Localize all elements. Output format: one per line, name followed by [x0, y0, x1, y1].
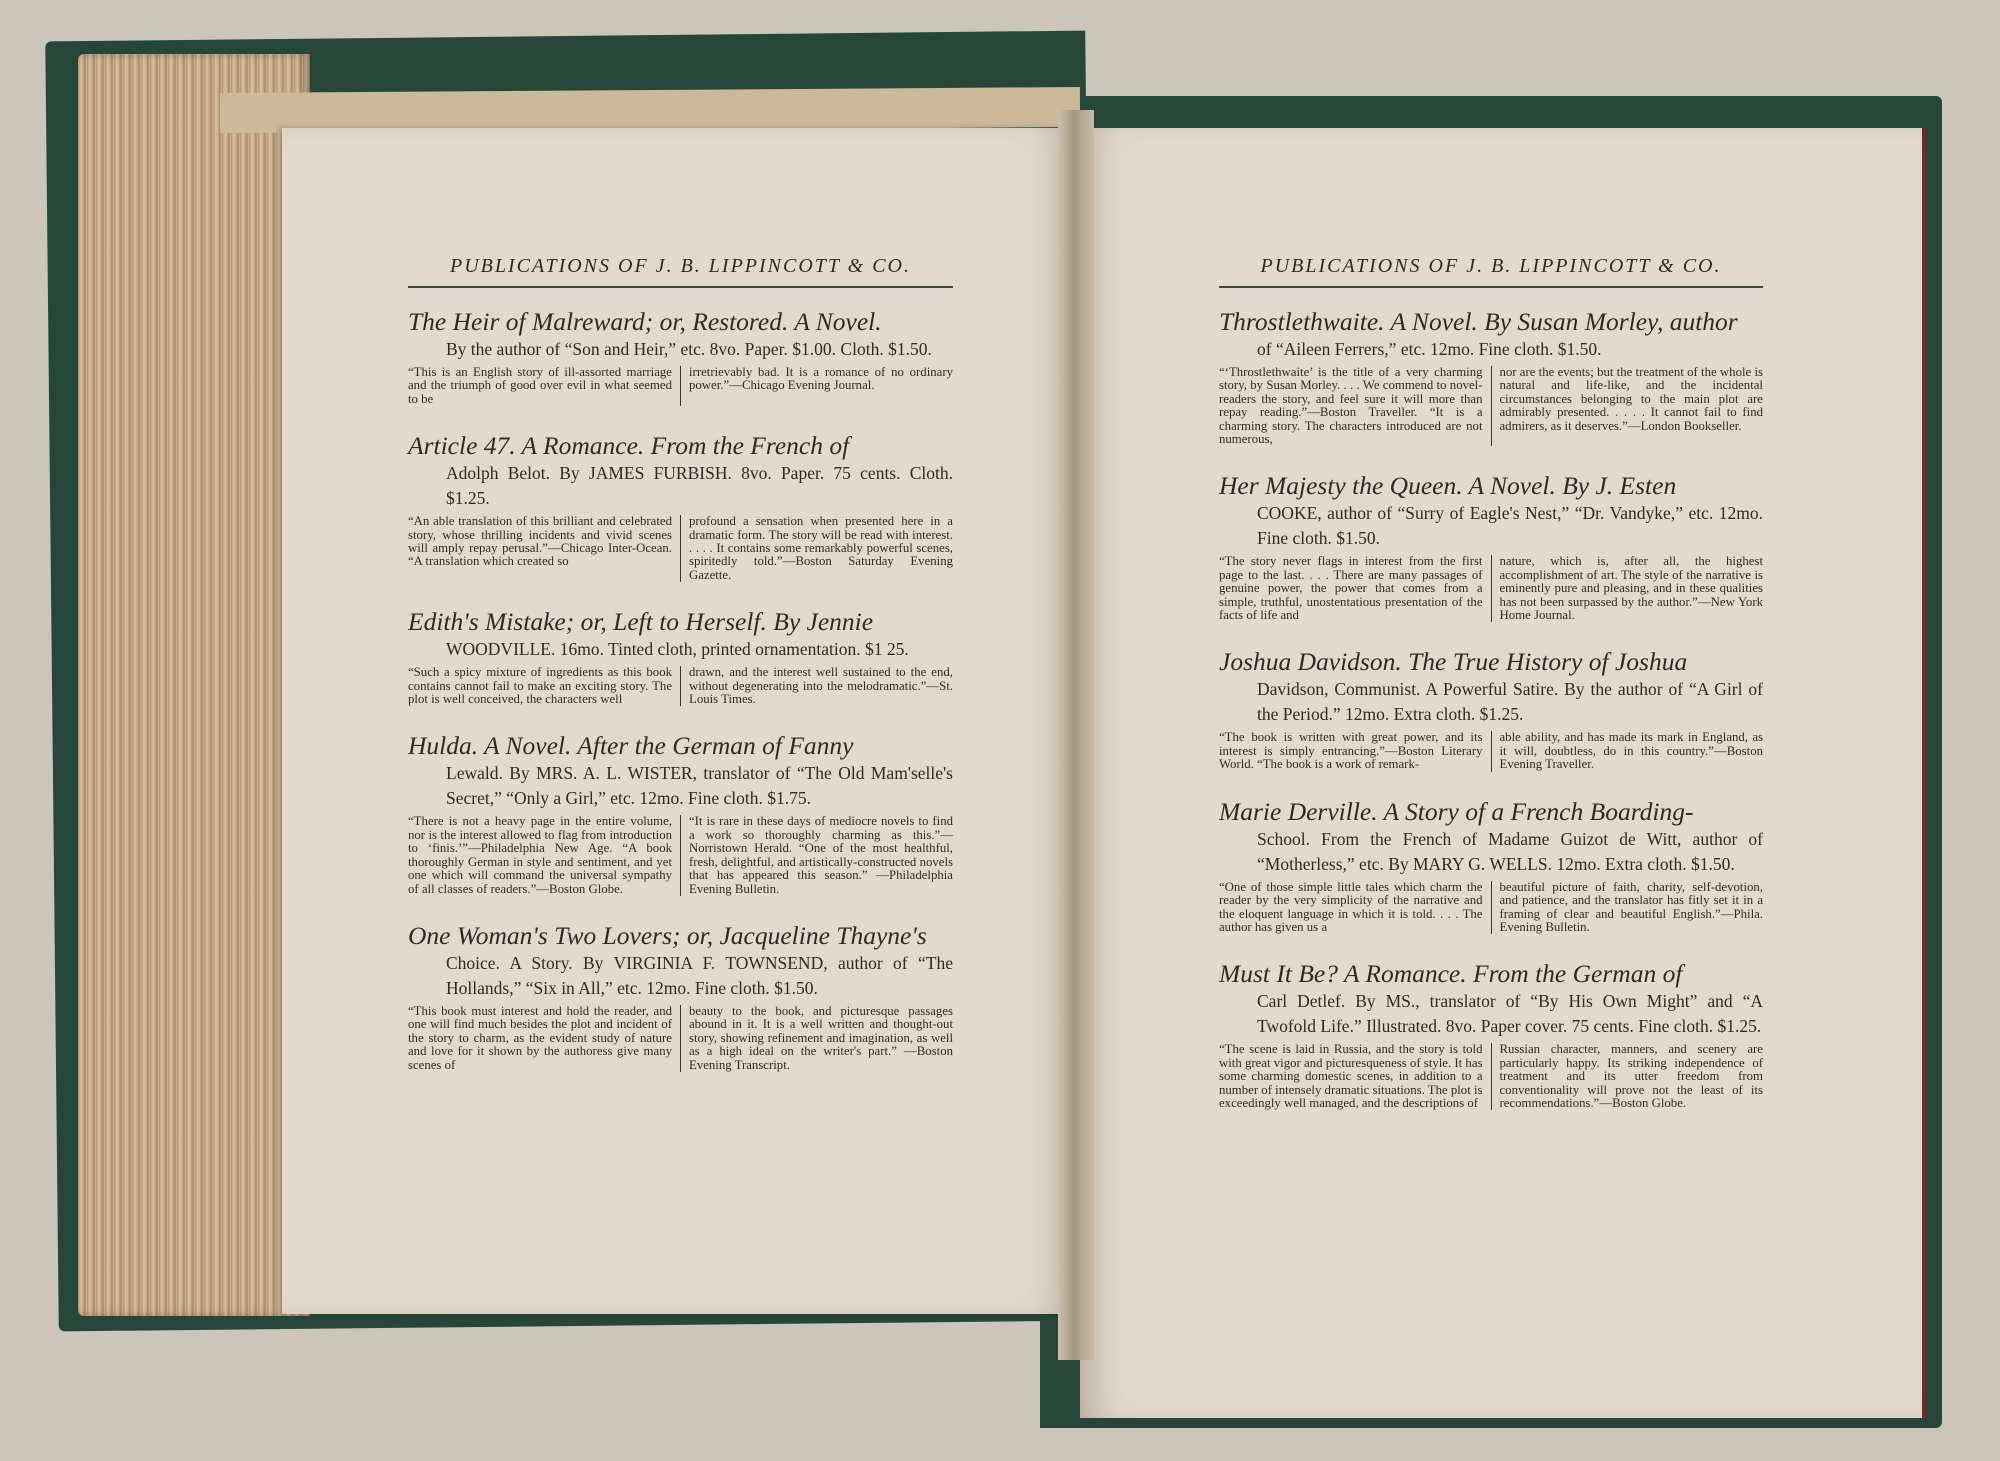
entry-description: Davidson, Communist. A Powerful Satire. By the author of “A Girl of the Period.” 12mo. Extra cloth. $1.25. — [1257, 679, 1763, 725]
entry-description: By the author of “Son and Heir,” etc. 8vo. Paper. $1.00. Cloth. $1.50. — [446, 339, 932, 359]
entry-title: Marie Derville. A Story of a French Boarding- — [1219, 796, 1694, 826]
review-text: “This book must interest and hold the reader, and one will find much besides the plot and incident of the story to charm, as the evident study of nature and love for it shown by the authoress give many scenes of — [408, 1005, 681, 1072]
review-text: irretrievably bad. It is a romance of no ordinary power.”—Chicago Evening Journal. — [689, 365, 953, 393]
entry-title: Her Majesty the Queen. A Novel. By J. Esten — [1219, 471, 1677, 501]
review-text: “This is an English story of ill-assorted marriage and the triumph of good over evil in what seemed to be — [408, 366, 681, 406]
review-text: beauty to the book, and picturesque passages abound in it. It is a well written and thought-out story, showing refinement and imagination, as well as a high ideal on the writer's part.” —Boston Evening Transcript. — [689, 1003, 953, 1072]
review-text: drawn, and the interest well sustained to the end, without degenerating into the melodramatic.”—St. Louis Times. — [689, 665, 953, 707]
entry-reviews — [408, 366, 953, 406]
entry-reviews — [408, 515, 953, 582]
entry-reviews — [1219, 555, 1763, 622]
review-text: “The book is written with great power, and its interest is simply entrancing.”—Boston Literary World. “The book is a work of remark- — [1219, 731, 1492, 771]
review-text: Russian character, manners, and scenery are particularly happy. Its striking independence of treatment and its utter freedom from conventionality will prove not the least of its recommendations.”—Boston Globe. — [1499, 1042, 1763, 1110]
entry-reviews — [408, 666, 953, 706]
book-entry — [408, 920, 953, 1072]
entry-reviews — [1219, 731, 1763, 771]
entry-title: The Heir of Malreward; or, Restored. A Novel. — [408, 307, 882, 336]
review-text: nature, which is, after all, the highest accomplishment of art. The style of the narrative is eminently pure and pleasing, and in these qualities has not been surpassed by the author.”—New York Home Journal. — [1499, 554, 1763, 623]
review-text: profound a sensation when presented here in a dramatic form. The story will be read with interest. . . . . It contains some remarkably powerful scenes, spiritedly told.”—Boston Saturday Evening Gazette. — [689, 514, 953, 582]
entry-description: School. From the French of Madame Guizot de Witt, author of “Motherless,” etc. By MARY G. WELLS. 12mo. Extra cloth. $1.50. — [1257, 828, 1763, 874]
entry-description: WOODVILLE. 16mo. Tinted cloth, printed ornamentation. $1 25. — [446, 639, 909, 660]
book-gutter — [1058, 110, 1094, 1360]
review-text: “Such a spicy mixture of ingredients as this book contains cannot fail to make an exciting story. The plot is well conceived, the characters well — [408, 666, 681, 706]
review-text: “It is rare in these days of mediocre novels to find a work so thoroughly charming as this.”—Norristown Herald. “One of the most healthful, fresh, delightful, and artistically-constructed novels that has appeared this season.” —Philadelphia Evening Bulletin. — [689, 814, 953, 896]
entry-reviews — [1219, 881, 1763, 935]
entry-reviews — [408, 815, 953, 895]
entry-title: One Woman's Two Lovers; or, Jacqueline Thayne's — [408, 920, 927, 950]
review-text: nor are the events; but the treatment of the whole is natural and life-like, and the incidental circumstances belonging to the main plot are admirably presented. . . . . It cannot fail to find admirers, as it deserves.”—London Bookseller. — [1499, 365, 1763, 433]
review-text: “‘Throstlethwaite’ is the title of a very charming story, by Susan Morley. . . . We commend to novel-readers the story, and feel sure it will more than repay reading.”—Boston Traveller. “It is a charming story. The characters introduced are not numerous, — [1219, 366, 1492, 446]
book-entry — [1219, 796, 1763, 935]
book-entry — [1219, 306, 1763, 446]
entry-description: COOKE, author of “Surry of Eagle's Nest,” “Dr. Vandyke,” etc. 12mo. Fine cloth. $1.50. — [1257, 503, 1763, 549]
entry-reviews — [1219, 1043, 1763, 1110]
review-text: “One of those simple little tales which charm the reader by the very simplicity of the narrative and the eloquent language in which it is told. . . . The author has given us a — [1219, 881, 1492, 935]
review-text: beautiful picture of faith, charity, self-devotion, and patience, and the translator has fitly set it in a framing of clear and beautiful English.”—Phila. Evening Bulletin. — [1499, 879, 1763, 934]
book-entry — [1219, 958, 1763, 1110]
entry-reviews — [1219, 366, 1763, 446]
book-entry — [1219, 470, 1763, 622]
entry-title: Hulda. A Novel. After the German of Fanny — [408, 731, 854, 761]
entry-title: Article 47. A Romance. From the French of — [408, 431, 850, 461]
review-text: “There is not a heavy page in the entire volume, nor is the interest allowed to flag from introduction to ‘finis.’”—Philadelphia New Age. “A book thoroughly German in style and sentiment, and yet one which will command the universal sympathy of all classes of readers.”—Boston Globe. — [408, 815, 681, 895]
book-entry — [408, 306, 953, 406]
review-text: able ability, and has made its mark in England, as it will, doubtless, do in this country.”—Boston Evening Traveller. — [1499, 730, 1763, 772]
running-head: PUBLICATIONS OF J. B. LIPPINCOTT & CO. — [1219, 255, 1763, 288]
page-edges — [78, 54, 310, 1316]
book-entry — [408, 730, 953, 895]
book-entry — [1219, 646, 1763, 771]
entry-title: Joshua Davidson. The True History of Joshua — [1219, 647, 1688, 677]
entry-description: Lewald. By MRS. A. L. WISTER, translator of “The Old Mam'selle's Secret,” “Only a Girl,” etc. 12mo. Fine cloth. $1.75. — [446, 763, 953, 809]
left-page-text — [408, 255, 953, 1096]
entry-description: Adolph Belot. By JAMES FURBISH. 8vo. Paper. 75 cents. Cloth. $1.25. — [446, 463, 953, 509]
entry-title: Must It Be? A Romance. From the German of — [1219, 959, 1683, 989]
review-text: “An able translation of this brilliant and celebrated story, whose thrilling incidents and vivid scenes will amply repay perusal.”—Chicago Inter-Ocean. “A translation which created so — [408, 515, 681, 582]
book-entry — [408, 430, 953, 582]
right-page-text — [1219, 255, 1763, 1134]
book-entry — [408, 606, 953, 706]
entry-title: Throstlethwaite. A Novel. By Susan Morley, author — [1219, 307, 1738, 336]
entry-description: Carl Detlef. By MS., translator of “By His Own Might” and “A Twofold Life.” Illustrated. 8vo. Paper cover. 75 cents. Fine cloth. $1.25. — [1257, 991, 1763, 1037]
review-text: “The story never flags in interest from the first page to the last. . . . There are many passages of genuine power, the power that comes from a simple, truthful, unostentatious presentation of the facts of life and — [1219, 555, 1492, 622]
entry-title: Edith's Mistake; or, Left to Herself. By Jennie — [408, 607, 874, 637]
entry-description: of “Aileen Ferrers,” etc. 12mo. Fine cloth. $1.50. — [1257, 339, 1602, 359]
review-text: “The scene is laid in Russia, and the story is told with great vigor and picturesqueness of style. It has some charming domestic scenes, in addition to a number of intensely dramatic situations. The plot is exceedingly well managed, and the descriptions of — [1219, 1043, 1492, 1110]
page-top-edge — [220, 87, 1080, 133]
entry-description: Choice. A Story. By VIRGINIA F. TOWNSEND, author of “The Hollands,” “Six in All,” etc. 12mo. Fine cloth. $1.50. — [446, 952, 953, 998]
running-head: PUBLICATIONS OF J. B. LIPPINCOTT & CO. — [408, 255, 953, 288]
entry-reviews — [408, 1005, 953, 1072]
